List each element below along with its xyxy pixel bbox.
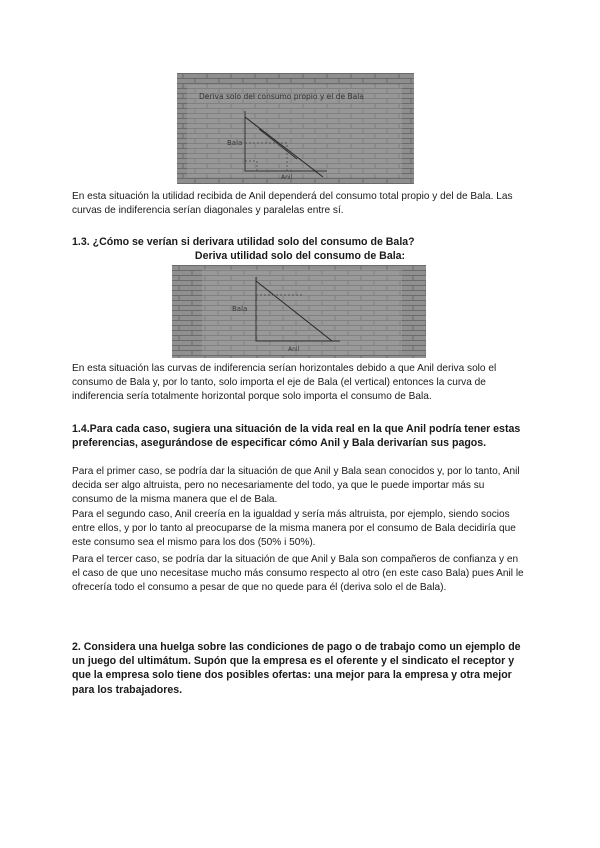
section-1-4-heading: 1.4.Para cada caso, sugiera una situación de la vida real en la que Anil podría tener estas preferencias, asegurándose de especificar cómo Anil y Bala derivarían sus pagos. — [72, 423, 521, 450]
paragraph-second-case: Para el segundo caso, Anil creería en la igualdad y sería más altruista, por ejemplo, siendo socios entre ellos, y por lo tanto al preocuparse de la misma manera por el consumo de Bala decidiría que este consumo sea el mismo para los dos (50% i 50%). — [72, 509, 516, 549]
paragraph-case1-explanation: En esta situación la utilidad recibida de Anil dependerá del consumo total propio y del de Bala. Las curvas de indiferencia serían diagonales y paralelas entre sí. — [72, 191, 513, 217]
graph2-axis-label-anil: Anil — [288, 346, 300, 353]
section-2-heading: 2. Considera una huelga sobre las condiciones de pago o de trabajo como un ejemplo de un juego del ultimátum. Supón que la empresa es el oferente y el sindicato el receptor y que la empresa solo tiene dos posibles ofertas: una mejor para la empresa y otra mejor para los trabajadores. — [72, 641, 521, 696]
graph-photo-1 — [177, 73, 414, 184]
graph1-axis-label-anil: Anil — [281, 174, 293, 181]
paragraph-case2-explanation: En esta situación las curvas de indiferencia serían horizontales debido a que Anil deriva solo el consumo de Bala y, por lo tanto, solo importa el eje de Bala (el vertical) entonces la curva de indiferencia sería totalmente horizontal porque solo importa el consumo de Bala. — [72, 363, 497, 403]
paragraph-third-case: Para el tercer caso, se podría dar la situación de que Anil y Bala son compañeros de confianza y en el caso de que uno necesitase mucho más consumo respecto al otro (en este caso Bala) pues Anil le ofrecería todo el consumo a pesar de que no quede para él (deriva solo el de Bala). — [72, 554, 524, 594]
graph2-axis-label-bala: Bala — [232, 305, 248, 313]
section-1-3-subheading: Deriva utilidad solo del consumo de Bala: — [194, 250, 406, 262]
graph1-caption: Deriva solo del consumo propio y el de Bala — [199, 92, 364, 101]
graph1-axis-label-bala: Bala — [227, 139, 243, 147]
graph-photo-2 — [172, 265, 426, 358]
paragraph-first-case: Para el primer caso, se podría dar la situación de que Anil y Bala sean conocidos y, por lo tanto, Anil decida ser algo altruista, pero no necesariamente del todo, ya que le puede importar más su consumo de la misma manera que el de Bala. — [72, 466, 520, 506]
section-1-3-heading: 1.3. ¿Cómo se verían si derivara utilidad solo del consumo de Bala? — [72, 236, 415, 248]
